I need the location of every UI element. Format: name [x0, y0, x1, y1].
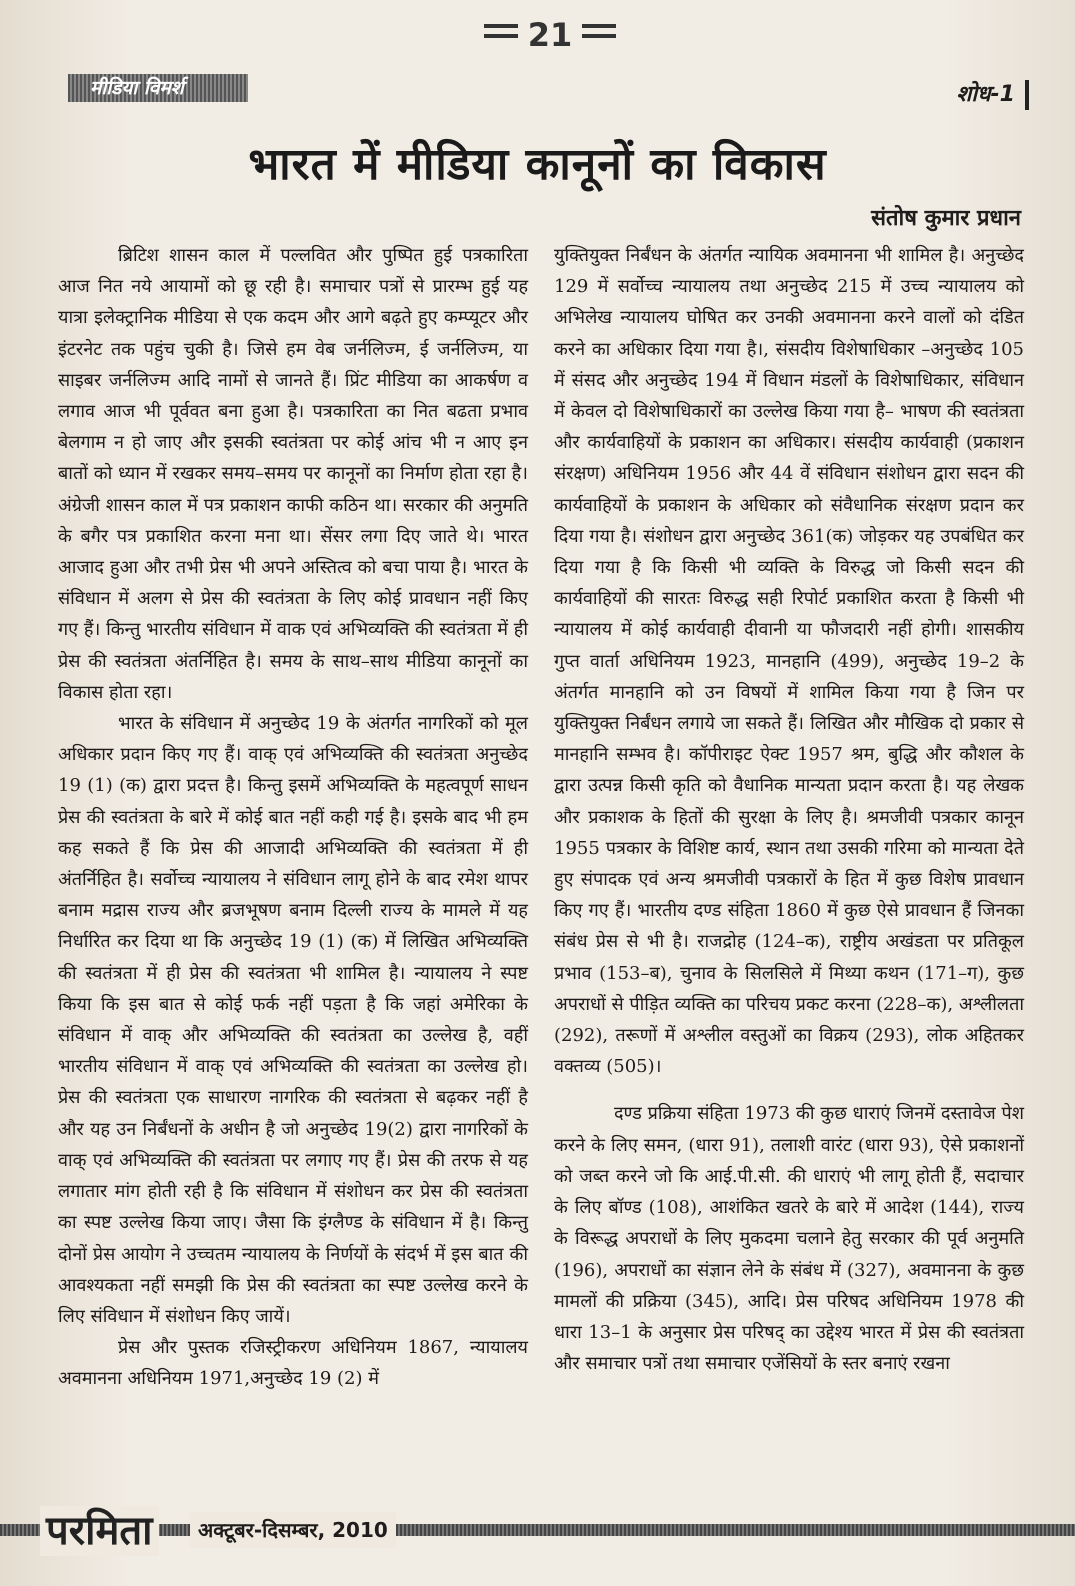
- paragraph: ब्रिटिश शासन काल में पल्लवित और पुष्पित हुई पत्रकारिता आज नित नये आयामों को छू रही है। समाचार पत्रों से प्रारम्भ हुई यह यात्रा इलेक्ट्रानिक मीडिया से एक कदम और आगे बढ़ते हुए कम्प्यूटर और इंटरनेट तक पहुंच चुकी है। जिसे हम वेब जर्नलिज्म, ई जर्नलिज्म, या साइबर जर्नलिज्म आदि नामों से जानते हैं। प्रिंट मीडिया का आकर्षण व लगाव आज भी पूर्ववत बना हुआ है। पत्रकारिता का नित बढता प्रभाव बेलगाम न हो जाए और इसकी स्वतंत्रता पर कोई आंच भी न आए इन बातों को ध्यान में रखकर समय–समय पर कानूनों का निर्माण होता रहा है। अंग्रेजी शासन काल में पत्र प्रकाशन काफी कठिन था। सरकार की अनुमति के बगैर पत्र प्रकाशित करना मना था। सेंसर लगा दिए जाते थे। भारत आजाद हुआ और तभी प्रेस भी अपने अस्तित्व को बचा पाया है। भारत के संविधान में अलग से प्रेस की स्वतंत्रता के लिए कोई प्रावधान नहीं किए गए हैं। किन्तु भारतीय संविधान में वाक एवं अभिव्यक्ति की स्वतंत्रता में ही प्रेस की स्वतंत्रता अंतर्निहित है। समय के साथ–साथ मीडिया कानूनों का विकास होता रहा।: [58, 245, 528, 703]
- paragraph: युक्तियुक्त निर्बंधन के अंतर्गत न्यायिक अवमानना भी शामिल है। अनुच्छेद 129 में सर्वोच्च न्यायालय तथा अनुच्छेद 215 में उच्च न्यायालय को अभिलेख न्यायालय घोषित कर उनकी अवमानना करने वालों को दंडित करने का अधिकार दिया गया है।, संसदीय विशेषाधिकार –अनुच्छेद 105 में संसद और अनुच्छेद 194 में विधान मंडलों के विशेषाधिकार, संविधान में केवल दो विशेषाधिकारों का उल्लेख किया गया है– भाषण की स्वतंत्रता और कार्यवाहियों के प्रकाशन का अधिकार। संसदीय कार्यवाही (प्रकाशन संरक्षण) अधिनियम 1956 और 44 वें संविधान संशोधन द्वारा सदन की कार्यवाहियों के प्रकाशन के अधिकार को संवैधानिक संरक्षण प्रदान कर दिया गया है। संशोधन द्वारा अनुच्छेद 361(क) जोड़कर यह उपबंधित कर दिया गया है कि किसी भी व्यक्ति के विरुद्ध जो किसी सदन की कार्यवाहियों की सारतः विरुद्ध सही रिपोर्ट प्रकाशित करता है किसी भी न्यायालय में कोई कार्यवाही दीवानी या फौजदारी नहीं होगी। शासकीय गुप्त वार्ता अधिनियम 1923, मानहानि (499), अनुच्छेद 19–2 के अंतर्गत मानहानि को उन विषयों में शामिल किया गया है जिन पर युक्तियुक्त निर्बंधन लगाये जा सकते हैं। लिखित और मौखिक दो प्रकार से मानहानि सम्भव है। कॉपीराइट ऐक्ट 1957 श्रम, बुद्धि और कौशल के द्वारा उत्पन्न किसी कृति को वैधानिक मान्यता प्रदान करता है। यह लेखक और प्रकाशक के हितों की सुरक्षा के लिए है। श्रमजीवी पत्रकार कानून 1955 पत्रकार के विशिष्ट कार्य, स्थान तथा उसकी गरिमा को मान्यता देते हुए संपादक एवं अन्य श्रमजीवी पत्रकारों के हित में कुछ विशेष प्रावधान किए गए हैं। भारतीय दण्ड संहिता 1860 में कुछ ऐसे प्रावधान हैं जिनका संबंध प्रेस से भी है। राजद्रोह (124–क), राष्ट्रीय अखंडता पर प्रतिकूल प्रभाव (153–ब), चुनाव के सिलसिले में मिथ्या कथन (171–ग), कुछ अपराधों से पीड़ित व्यक्ति का परिचय प्रकट करना (228–क), अश्लीलता (292), तरूणों में अश्लील वस्तुओं का विक्रय (293), लोक अहितकर वक्तव्य (505)।: [554, 245, 1024, 1078]
- left-column: [58, 240, 528, 1395]
- right-column: [554, 240, 1024, 1379]
- folio-left-ornament: [484, 24, 518, 50]
- article-title: भारत में मीडिया कानूनों का विकास: [248, 139, 827, 190]
- article-author: संतोष कुमार प्रधान: [871, 206, 1021, 231]
- page-number: 21: [527, 16, 573, 54]
- category-label: शोध-1: [956, 80, 1029, 110]
- paragraph: दण्ड प्रक्रिया संहिता 1973 की कुछ धाराएं जिनमें दस्तावेज पेश करने के लिए समन, (धारा 91), तलाशी वारंट (धारा 93), ऐसे प्रकाशनों को जब्त करने जो कि आई.पी.सी. की धाराएं भी लागू होती हैं, सदाचार के लिए बॉण्ड (108), आशंकित खतरे के बारे में आदेश (144), राज्य के विरूद्ध अपराधों के लिए मुकदमा चलाने हेतु सरकार की पूर्व अनुमति (196), अपराधों का संज्ञान लेने के संबंध में (327), अवमानना के कुछ मामलों की प्रक्रिया (345), आदि। प्रेस परिषद अधिनियम 1978 की धारा 13–1 के अनुसार प्रेस परिषद् का उद्देश्य भारत में प्रेस की स्वतंत्रता और समाचार पत्रों तथा समाचार एजेंसियों के स्तर बनाएं रखना: [554, 1103, 1024, 1375]
- paragraph: प्रेस और पुस्तक रजिस्ट्रीकरण अधिनियम 1867, न्यायालय अवमानना अधिनियम 1971,अनुच्छेद 19 (2) में: [58, 1337, 528, 1390]
- section-tag: मीडिया विमर्श: [68, 74, 248, 102]
- page-folio: [470, 8, 630, 64]
- paragraph: भारत के संविधान में अनुच्छेद 19 के अंतर्गत नागरिकों को मूल अधिकार प्रदान किए गए हैं। वाक् एवं अभिव्यक्ति की स्वतंत्रता अनुच्छेद 19 (1) (क) द्वारा प्रदत्त है। किन्तु इसमें अभिव्यक्ति के महत्वपूर्ण साधन प्रेस की स्वतंत्रता के बारे में कोई बात नहीं कही गई है। इसके बाद भी हम कह सकते हैं कि प्रेस की आजादी अभिव्यक्ति की स्वतंत्रता में ही अंतर्निहित है। सर्वोच्च न्यायालय ने संविधान लागू होने के बाद रमेश थापर बनाम मद्रास राज्य और ब्रजभूषण बनाम दिल्ली राज्य के मामले में यह निर्धारित कर दिया था कि अनुच्छेद 19 (1) (क) में लिखित अभिव्यक्ति की स्वतंत्रता में ही प्रेस की स्वतंत्रता भी शामिल है। न्यायालय ने स्पष्ट किया कि इस बात से कोई फर्क नहीं पड़ता है कि जहां अमेरिका के संविधान में वाक् और अभिव्यक्ति की स्वतंत्रता का उल्लेख है, वहीं भारतीय संविधान में वाक् एवं अभिव्यक्ति की स्वतंत्रता का उल्लेख हो। प्रेस की स्वतंत्रता एक साधारण नागरिक की स्वतंत्रता से बढ़कर नहीं है और यह उन निर्बंधनों के अधीन है जो अनुच्छेद 19(2) द्वारा नागरिकों के वाक् एवं अभिव्यक्ति की स्वतंत्रता पर लगाए गए हैं। प्रेस की तरफ से यह लगातार मांग होती रही है कि संविधान में संशोधन कर प्रेस की स्वतंत्रता का स्पष्ट उल्लेख किया जाए। जैसा कि इंग्लैण्ड के संविधान में है। किन्तु दोनों प्रेस आयोग ने उच्चतम न्यायालय के निर्णयों के संदर्भ में इस बात की आवश्यकता नहीं समझी कि प्रेस की स्वतंत्रता का स्पष्ट उल्लेख करने के लिए संविधान में संशोधन किए जायें।: [58, 713, 528, 1327]
- footer-rule: [0, 1524, 1075, 1536]
- folio-right-ornament: [582, 24, 616, 50]
- issue-date: अक्टूबर-दिसम्बर, 2010: [190, 1512, 396, 1548]
- magazine-name: परमिता: [40, 1506, 159, 1556]
